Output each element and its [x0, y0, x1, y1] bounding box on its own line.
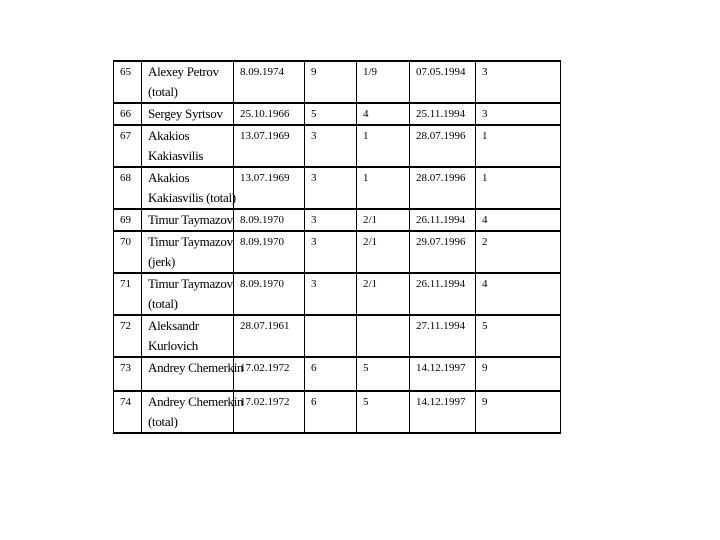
- table-row: [114, 273, 561, 315]
- row-number: 72: [114, 315, 142, 357]
- cell-col5: 2/1: [357, 209, 410, 231]
- table-row: [114, 125, 561, 167]
- birth-date: 17.02.1972: [234, 357, 305, 391]
- cell-col5: 2/1: [357, 231, 410, 273]
- cell-col7: 3: [476, 61, 561, 103]
- cell-col5: 5: [357, 391, 410, 433]
- records-table-container: [113, 60, 560, 434]
- athlete-name: Aleksandr Kurlovich: [142, 315, 234, 357]
- cell-col4: 9: [305, 61, 357, 103]
- birth-date: 8.09.1970: [234, 273, 305, 315]
- athlete-name: Timur Taymazov (jerk): [142, 231, 234, 273]
- row-number: 68: [114, 167, 142, 209]
- table-row: [114, 103, 561, 125]
- cell-col4: 3: [305, 231, 357, 273]
- record-date: 14.12.1997: [410, 391, 476, 433]
- cell-col7: 9: [476, 357, 561, 391]
- record-date: 26.11.1994: [410, 273, 476, 315]
- cell-col4: 3: [305, 209, 357, 231]
- cell-col7: 3: [476, 103, 561, 125]
- athlete-name: Andrey Chemerkin: [142, 357, 234, 391]
- table-row: [114, 231, 561, 273]
- athlete-name: Alexey Petrov (total): [142, 61, 234, 103]
- cell-col5: [357, 315, 410, 357]
- table-row: [114, 357, 561, 391]
- cell-col5: 1: [357, 125, 410, 167]
- birth-date: 13.07.1969: [234, 167, 305, 209]
- record-date: 28.07.1996: [410, 167, 476, 209]
- cell-col7: 4: [476, 209, 561, 231]
- cell-col5: 1/9: [357, 61, 410, 103]
- cell-col4: 6: [305, 391, 357, 433]
- record-date: 28.07.1996: [410, 125, 476, 167]
- row-number: 67: [114, 125, 142, 167]
- birth-date: 25.10.1966: [234, 103, 305, 125]
- athlete-name: Akakios Kakiasvilis (total): [142, 167, 234, 209]
- record-date: 07.05.1994: [410, 61, 476, 103]
- birth-date: 17.02.1972: [234, 391, 305, 433]
- record-date: 26.11.1994: [410, 209, 476, 231]
- athlete-name: Andrey Chemerkin (total): [142, 391, 234, 433]
- cell-col4: 6: [305, 357, 357, 391]
- cell-col7: 1: [476, 125, 561, 167]
- record-date: 29.07.1996: [410, 231, 476, 273]
- birth-date: 13.07.1969: [234, 125, 305, 167]
- cell-col5: 4: [357, 103, 410, 125]
- cell-col5: 1: [357, 167, 410, 209]
- table-row: [114, 61, 561, 103]
- birth-date: 8.09.1974: [234, 61, 305, 103]
- cell-col7: 2: [476, 231, 561, 273]
- cell-col4: [305, 315, 357, 357]
- cell-col4: 3: [305, 167, 357, 209]
- cell-col5: 5: [357, 357, 410, 391]
- cell-col7: 5: [476, 315, 561, 357]
- table-row: [114, 209, 561, 231]
- birth-date: 8.09.1970: [234, 209, 305, 231]
- table-row: [114, 167, 561, 209]
- table-row: [114, 315, 561, 357]
- record-date: 14.12.1997: [410, 357, 476, 391]
- row-number: 69: [114, 209, 142, 231]
- row-number: 73: [114, 357, 142, 391]
- athlete-name: Timur Taymazov (total): [142, 273, 234, 315]
- record-date: 27.11.1994: [410, 315, 476, 357]
- cell-col7: 4: [476, 273, 561, 315]
- record-date: 25.11.1994: [410, 103, 476, 125]
- birth-date: 28.07.1961: [234, 315, 305, 357]
- cell-col4: 3: [305, 125, 357, 167]
- row-number: 70: [114, 231, 142, 273]
- table-row: [114, 391, 561, 433]
- athlete-name: Sergey Syrtsov: [142, 103, 234, 125]
- athlete-name: Akakios Kakiasvilis: [142, 125, 234, 167]
- cell-col4: 3: [305, 273, 357, 315]
- row-number: 65: [114, 61, 142, 103]
- birth-date: 8.09.1970: [234, 231, 305, 273]
- cell-col5: 2/1: [357, 273, 410, 315]
- cell-col7: 1: [476, 167, 561, 209]
- athlete-name: Timur Taymazov: [142, 209, 234, 231]
- records-table: [113, 60, 561, 434]
- cell-col4: 5: [305, 103, 357, 125]
- row-number: 74: [114, 391, 142, 433]
- row-number: 66: [114, 103, 142, 125]
- cell-col7: 9: [476, 391, 561, 433]
- row-number: 71: [114, 273, 142, 315]
